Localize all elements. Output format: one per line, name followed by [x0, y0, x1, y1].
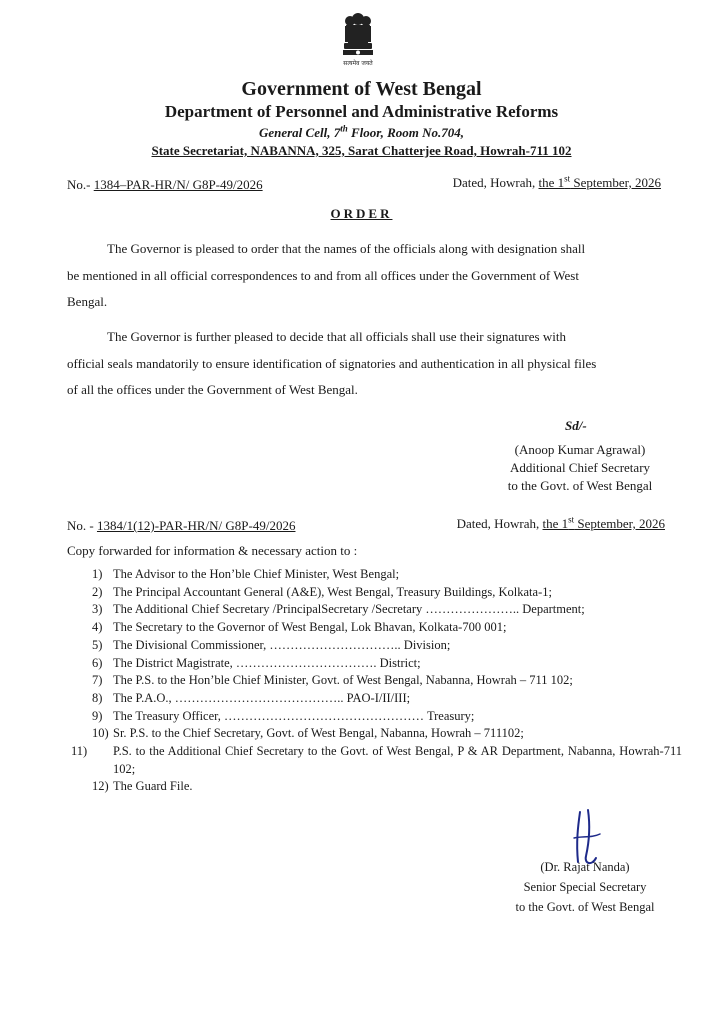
list-item: 6) The District Magistrate, ……………………………. District;	[92, 655, 421, 670]
list-item: 10) Sr. P.S. to the Chief Secretary, Govt. of West Bengal, Nabanna, Howrah – 711102;	[92, 726, 524, 741]
list-item: 9) The Treasury Officer, ………………………………………… Treasury;	[92, 708, 475, 723]
svg-text:सत्यमेव जयते: सत्यमेव जयते	[343, 60, 373, 67]
list-item: 1) The Advisor to the Hon’ble Chief Minister, West Bengal;	[92, 567, 400, 581]
signatory-designation: Senior Special Secretary	[523, 880, 647, 894]
list-item: 7) The P.S. to the Hon’ble Chief Minister, Govt. of West Bengal, Nabanna, Howrah – 711 102;	[92, 673, 573, 688]
signatory-org: to the Govt. of West Bengal	[507, 478, 653, 493]
memo-date-2: Dated, Howrah, the 1st September, 2026	[456, 514, 665, 531]
state-emblem-icon	[339, 12, 377, 72]
government-title: Government of West Bengal	[241, 78, 482, 100]
signatory-org: to the Govt. of West Bengal	[515, 900, 655, 914]
list-item: 4) The Secretary to the Governor of West Bengal, Lok Bhavan, Kolkata-700 001;	[92, 620, 507, 635]
list-item: 8) The P.A.O., ………………………………….. PAO-I/II/III;	[92, 690, 411, 705]
list-item: 11) P.S. to the Additional Chief Secretary to the Govt. of West Bengal, P & AR Department, Nabanna, Howrah-711 102;	[71, 744, 682, 776]
recipient-list	[71, 566, 682, 796]
memo-number-2: No. - 1384/1(12)-PAR-HR/N/ G8P-49/2026	[67, 518, 296, 533]
cell-location: General Cell, 7th Floor, Room No.704,	[258, 123, 465, 140]
signed-mark: Sd/-	[565, 418, 587, 433]
signatory-name: (Anoop Kumar Agrawal)	[514, 442, 646, 457]
memo-number-1: No.- 1384–PAR-HR/N/ G8P-49/2026	[67, 177, 263, 192]
signatory-block-1	[480, 441, 680, 495]
office-address: State Secretariat, NABANNA, 325, Sarat Chatterjee Road, Howrah-711 102	[151, 143, 572, 158]
signatory-designation: Additional Chief Secretary	[509, 460, 651, 475]
order-paragraph-2: The Governor is further pleased to decide that all officials shall use their signatures with official seals mandatorily to ensure identification of signatories and authentication in all physical files of all the offices under the Government of West Bengal.	[67, 329, 597, 397]
department-title: Department of Personnel and Administrative Reforms	[164, 102, 559, 121]
list-item: 3) The Additional Chief Secretary /PrincipalSecretary /Secretary ………………….. Department;	[92, 602, 585, 617]
list-item: 12) The Guard File.	[92, 779, 193, 794]
copy-forwarded-line: Copy forwarded for information & necessary action to :	[67, 543, 358, 558]
order-title: ORDER	[330, 206, 393, 221]
signatory-name: (Dr. Rajat Nanda)	[540, 860, 630, 874]
order-paragraph-1: The Governor is pleased to order that the names of the officials along with designation shall be mentioned in all official correspondences to and from all offices under the Government of West Bengal.	[67, 241, 586, 309]
memo-date-1: Dated, Howrah, the 1st September, 2026	[452, 173, 661, 190]
list-item: 5) The Divisional Commissioner, ………………………….. Division;	[92, 637, 451, 652]
signatory-block-2	[490, 857, 680, 917]
list-item: 2) The Principal Accountant General (A&E), West Bengal, Treasury Buildings, Kolkata-1;	[92, 584, 552, 599]
